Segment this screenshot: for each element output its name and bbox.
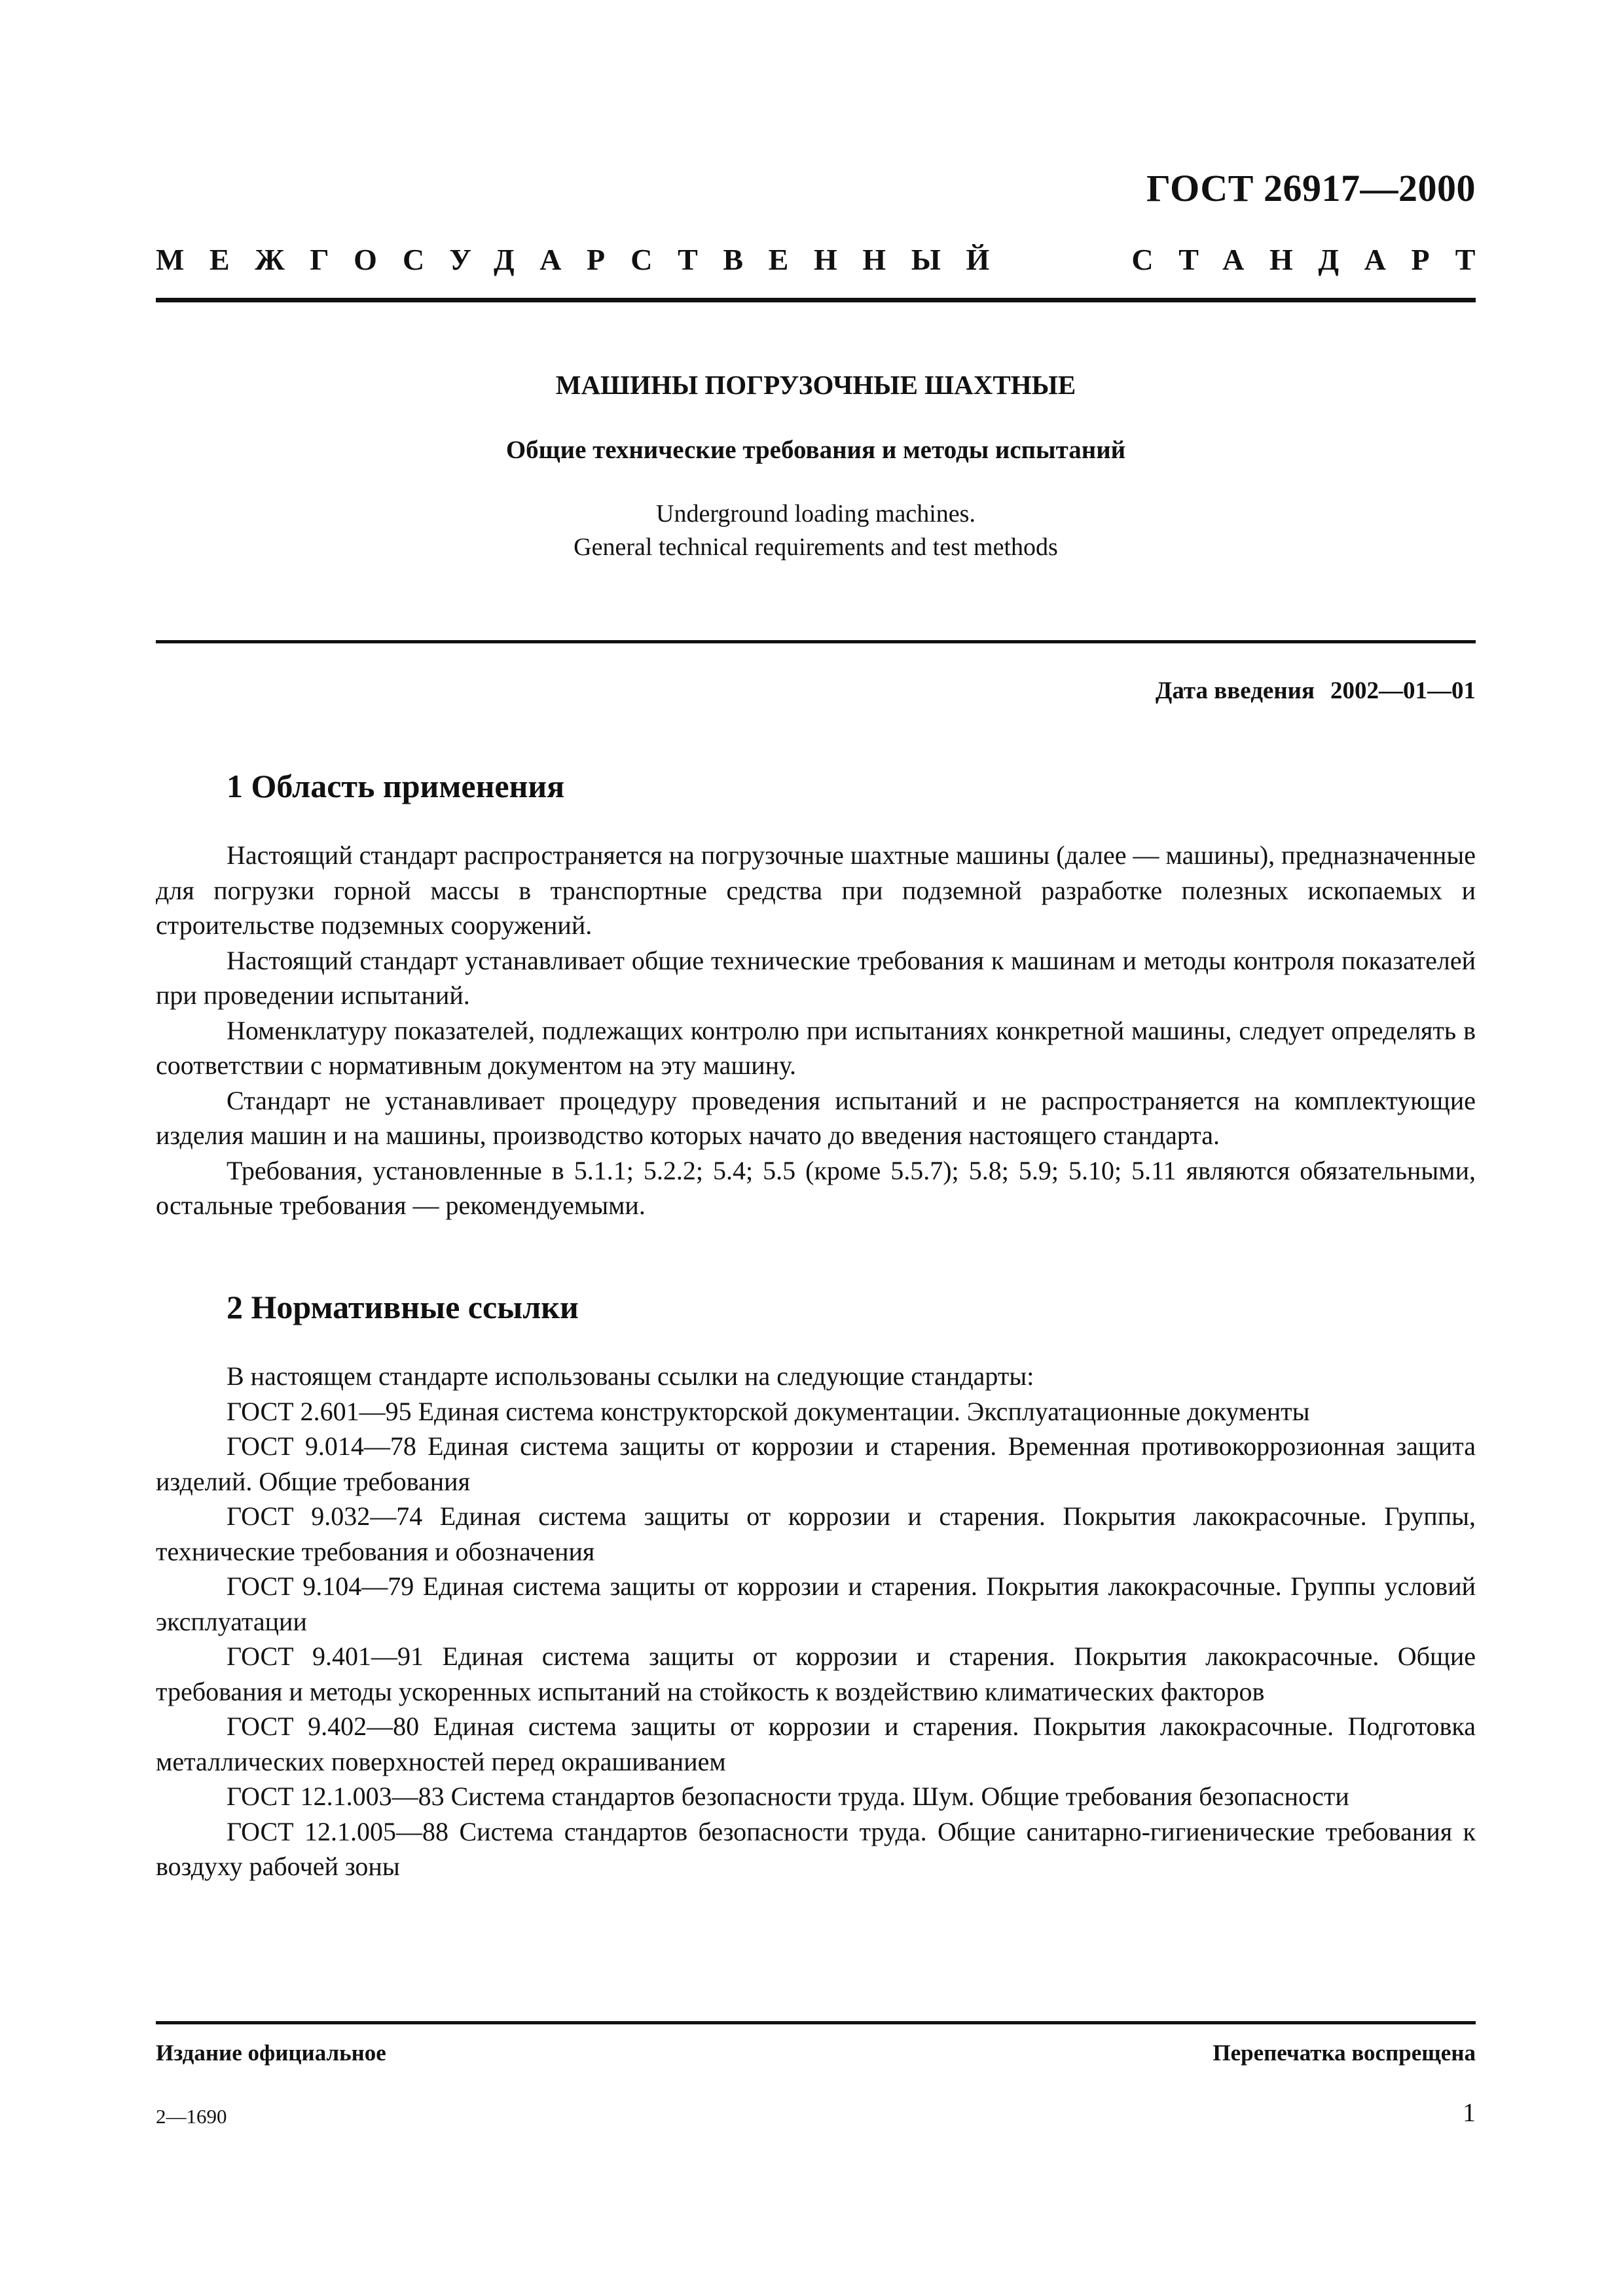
section-1-heading: 1 Область применения xyxy=(227,768,565,804)
english-title-line-2: General technical requirements and test methods xyxy=(574,533,1058,561)
english-title-line-1: Underground loading machines. xyxy=(656,500,976,528)
normative-reference: ГОСТ 12.1.003—83 Система стандартов безопасности труда. Шум. Общие требования безопасности xyxy=(227,1782,1349,1811)
section-1-paragraph: Номенклатуру показателей, подлежащих контролю при испытаниях конкретной машины, следует определять в соответствии с нормативным документом на эту машину. xyxy=(156,1015,1476,1080)
normative-reference: ГОСТ 9.014—78 Единая система защиты от коррозии и старения. Временная противокоррозионная защита изделий. Общие требования xyxy=(156,1431,1476,1496)
normative-reference: ГОСТ 9.032—74 Единая система защиты от коррозии и старения. Покрытия лакокрасочные. Группы, технические требования и обозначения xyxy=(156,1501,1476,1566)
normative-reference: ГОСТ 2.601—95 Единая система конструкторской документации. Эксплуатационные документы xyxy=(227,1396,1310,1426)
footer-divider xyxy=(156,2021,1476,2024)
english-title xyxy=(156,497,1476,564)
header-divider xyxy=(156,298,1476,302)
official-edition-label: Издание официальное xyxy=(156,2040,386,2066)
normative-reference: ГОСТ 9.402—80 Единая система защиты от коррозии и старения. Покрытия лакокрасочные. Подготовка металлических поверхностей перед окрашиванием xyxy=(156,1712,1476,1776)
document-title: МАШИНЫ ПОГРУЗОЧНЫЕ ШАХТНЫЕ xyxy=(555,370,1076,400)
section-2-body xyxy=(156,1359,1476,1884)
banner-word-standard: СТАНДАРТ xyxy=(1131,243,1501,276)
print-code: 2—1690 xyxy=(156,2105,227,2128)
interstate-standard-banner xyxy=(156,242,1501,277)
document-subtitle: Общие технические требования и методы испытаний xyxy=(505,436,1126,464)
normative-reference: ГОСТ 9.401—91 Единая система защиты от коррозии и старения. Покрытия лакокрасочные. Общие требования и методы ускоренных испытаний на стойкость к воздействию климатических факторов xyxy=(156,1641,1476,1706)
section-2-heading: 2 Нормативные ссылки xyxy=(227,1289,579,1325)
introduction-date-value: 2002—01—01 xyxy=(1330,677,1476,704)
banner-word-interstate: МЕЖГОСУДАРСТВЕННЫЙ xyxy=(156,243,1015,276)
introduction-date xyxy=(1156,677,1476,705)
reprint-prohibited-label: Перепечатка воспрещена xyxy=(1213,2040,1476,2066)
normative-reference: В настоящем стандарте использованы ссылки на следующие стандарты: xyxy=(227,1361,1034,1391)
document-page xyxy=(156,0,1501,2296)
normative-reference: ГОСТ 9.104—79 Единая система защиты от коррозии и старения. Покрытия лакокрасочные. Группы условий эксплуатации xyxy=(156,1571,1476,1636)
section-1-paragraph: Стандарт не устанавливает процедуру проведения испытаний и не распространяется на комплектующие изделия машин и на машины, производство которых начато до введения настоящего стандарта. xyxy=(156,1085,1476,1150)
section-1-body xyxy=(156,838,1476,1223)
normative-reference: ГОСТ 12.1.005—88 Система стандартов безопасности труда. Общие санитарно-гигиенические требования к воздуху рабочей зоны xyxy=(156,1816,1476,1881)
title-divider xyxy=(156,640,1476,643)
introduction-date-label: Дата введения xyxy=(1155,677,1315,704)
section-1-paragraph: Настоящий стандарт устанавливает общие технические требования к машинам и методы контроля показателей при проведении испытаний. xyxy=(156,945,1476,1010)
section-1-paragraph: Настоящий стандарт распространяется на погрузочные шахтные машины (далее — машины), предназначенные для погрузки горной массы в транспортные средства при подземной разработке полезных ископаемых и строительстве подземных сооружений. xyxy=(156,840,1476,940)
page-number: 1 xyxy=(1463,2098,1476,2127)
section-1-paragraph: Требования, установленные в 5.1.1; 5.2.2; 5.4; 5.5 (кроме 5.5.7); 5.8; 5.9; 5.10; 5.11 являются обязательными, остальные требования — рекомендуемыми. xyxy=(156,1155,1476,1220)
standard-number: ГОСТ 26917—2000 xyxy=(1146,167,1476,209)
